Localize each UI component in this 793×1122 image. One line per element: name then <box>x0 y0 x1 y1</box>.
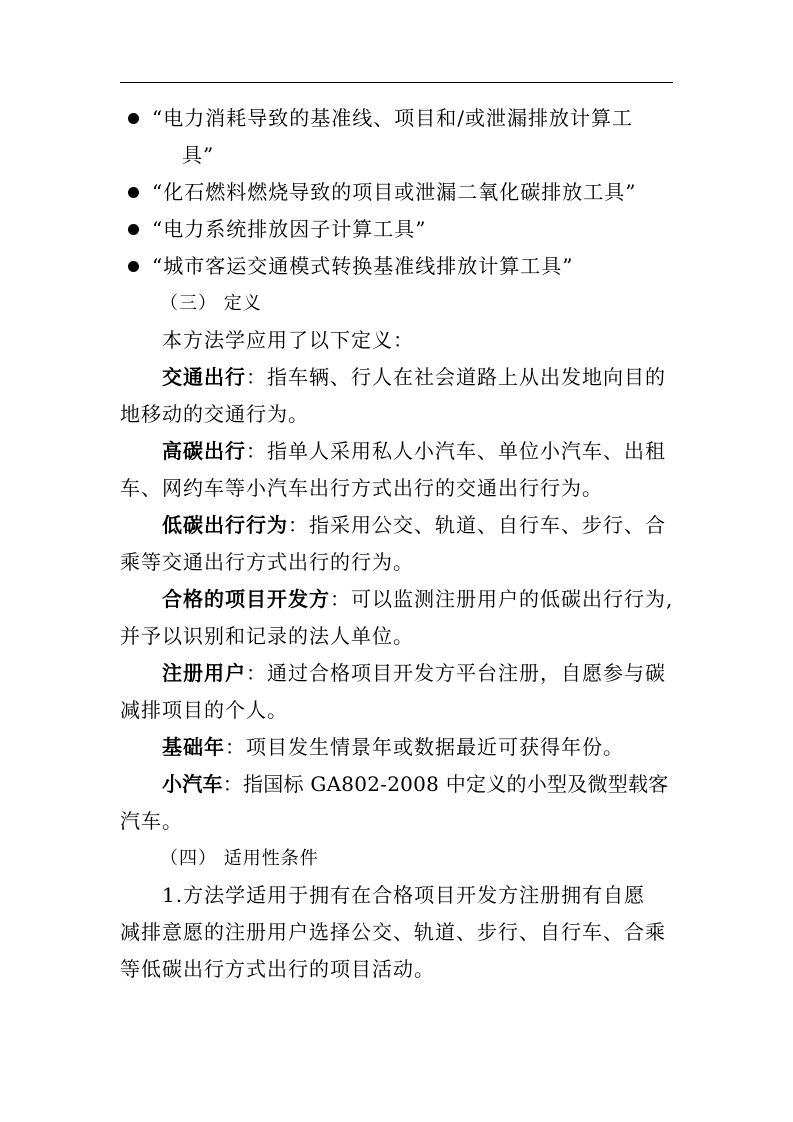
applicability-continuation: 等低碳出行方式出行的项目活动。 <box>120 957 435 981</box>
header-rule <box>120 82 673 83</box>
bullet-text: “化石燃料燃烧导致的项目或泄漏二氧化碳排放工具” <box>152 180 637 204</box>
definition-continuation: 减排项目的个人。 <box>120 698 288 722</box>
definition-term: 注册用户 <box>162 661 246 685</box>
definition-term: 合格的项目开发方 <box>162 587 330 611</box>
definition-term: 基础年 <box>162 735 225 759</box>
definition-term: 高碳出行 <box>162 439 246 463</box>
definition-term: 小汽车 <box>162 772 223 796</box>
bullet-text-continuation: 具” <box>182 143 215 167</box>
bullet-item <box>120 211 673 248</box>
section-heading-applicability: （四） 适用性条件 <box>160 848 319 869</box>
definition-transport-trip: 交通出行：指车辆、行人在社会道路上从出发地向目的 <box>162 365 666 389</box>
definition-high-carbon-trip: 高碳出行：指单人采用私人小汽车、单位小汽车、出租 <box>162 439 666 463</box>
definition-base-year: 基础年：项目发生情景年或数据最近可获得年份。 <box>162 735 624 759</box>
definition-continuation: 并予以识别和记录的法人单位。 <box>120 624 414 648</box>
definition-continuation: 乘等交通出行方式出行的行为。 <box>120 550 414 574</box>
definition-small-car: 小汽车：指国标 GA802-2008 中定义的小型及微型载客 <box>162 772 669 796</box>
bullet-item <box>120 100 673 137</box>
definition-registered-user: 注册用户：通过合格项目开发方平台注册，自愿参与碳 <box>162 661 666 685</box>
definition-term: 交通出行 <box>162 365 246 389</box>
bullet-item <box>120 248 673 285</box>
definition-term: 低碳出行行为 <box>162 513 288 537</box>
bullet-item <box>120 174 673 211</box>
document-body <box>120 100 673 988</box>
bullet-text: “电力系统排放因子计算工具” <box>152 217 427 241</box>
definitions-intro: 本方法学应用了以下定义： <box>162 328 414 352</box>
applicability-item-1: 1.方法学适用于拥有在合格项目开发方注册拥有自愿 <box>162 883 646 907</box>
definition-qualified-developer: 合格的项目开发方：可以监测注册用户的低碳出行行为, <box>162 587 674 611</box>
bullet-dot-icon <box>128 113 139 124</box>
bullet-dot-icon <box>128 224 139 235</box>
definition-continuation: 车、网约车等小汽车出行方式出行的交通出行行为。 <box>120 476 603 500</box>
bullet-dot-icon <box>128 187 139 198</box>
definition-continuation: 汽车。 <box>120 809 183 833</box>
bullet-dot-icon <box>128 261 139 272</box>
definition-continuation: 地移动的交通行为。 <box>120 402 309 426</box>
definition-low-carbon-behavior: 低碳出行行为：指采用公交、轨道、自行车、步行、合 <box>162 513 666 537</box>
applicability-continuation: 减排意愿的注册用户选择公交、轨道、步行、自行车、合乘 <box>120 920 666 944</box>
bullet-text: “电力消耗导致的基准线、项目和/或泄漏排放计算工 <box>152 106 633 130</box>
bullet-text: “城市客运交通模式转换基准线排放计算工具” <box>152 254 574 278</box>
section-heading-definitions: （三） 定义 <box>160 293 262 314</box>
